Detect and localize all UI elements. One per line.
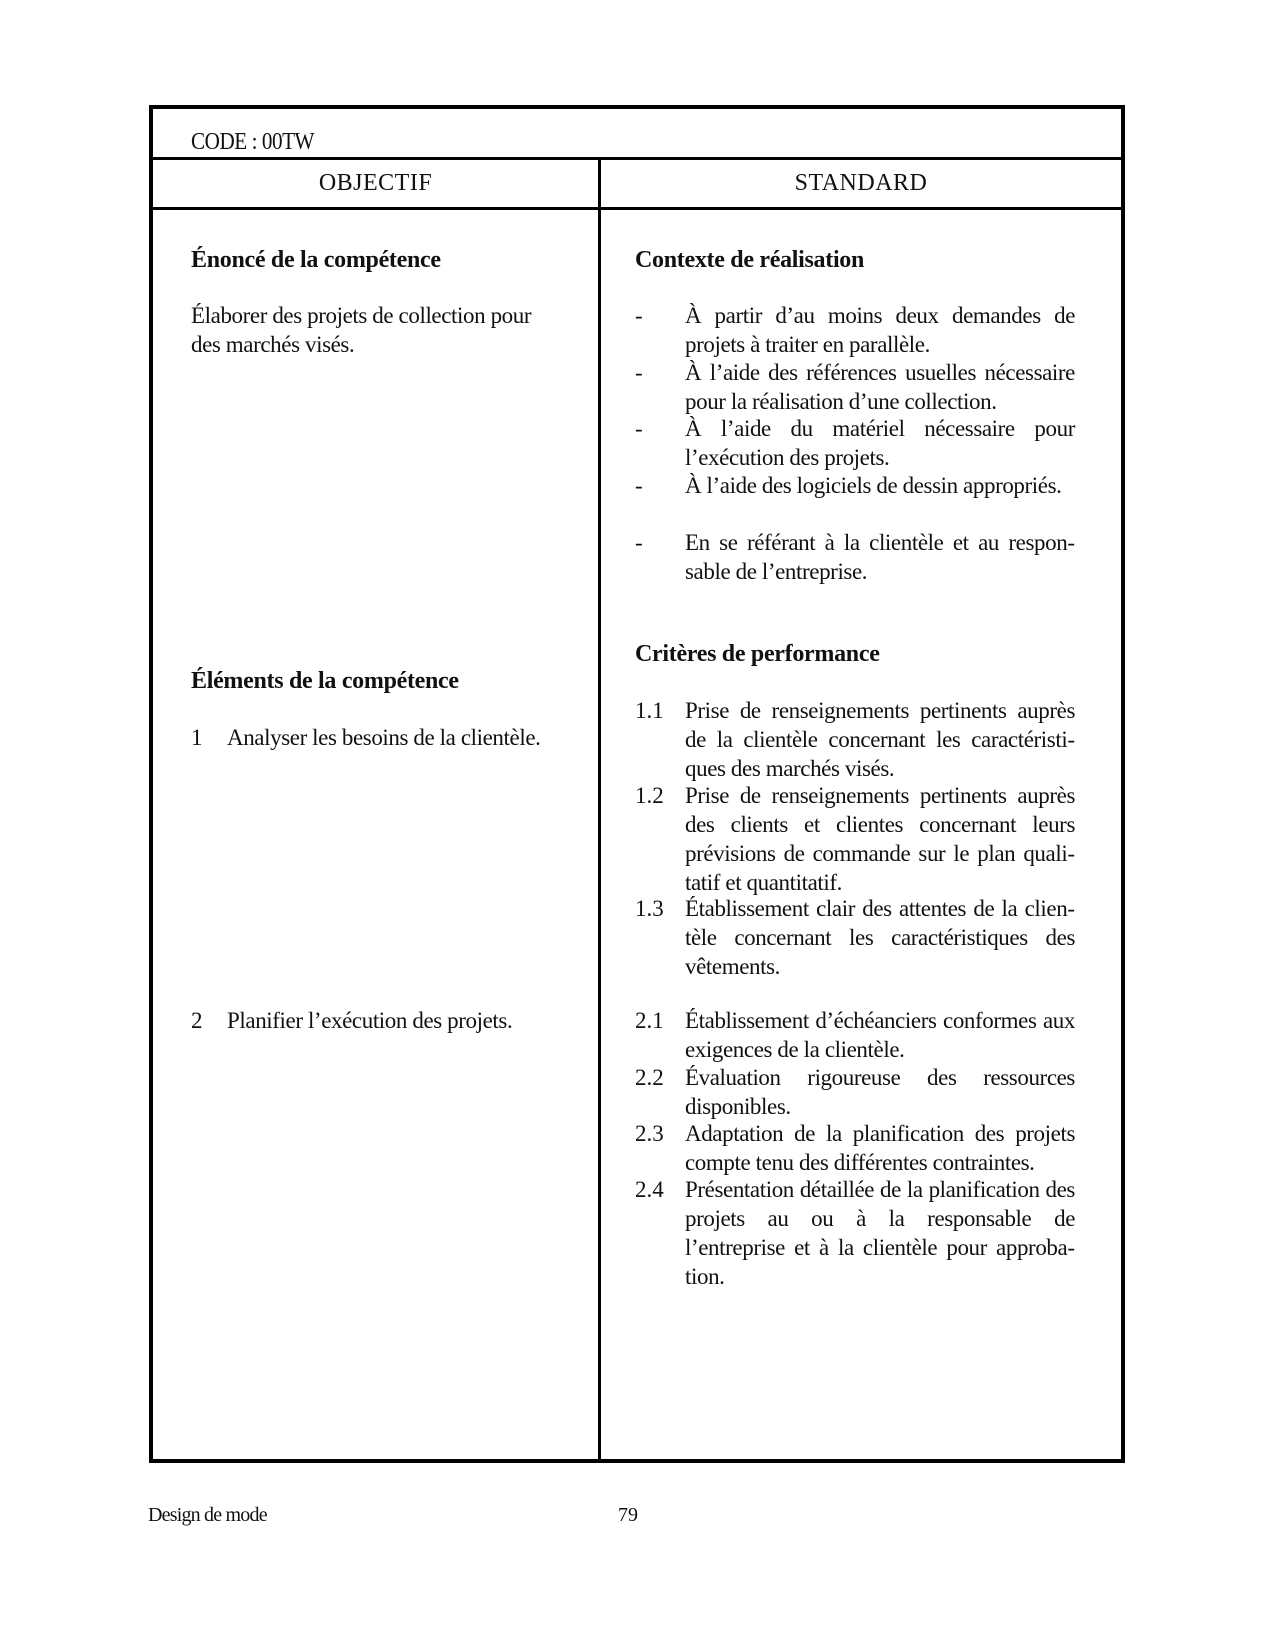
critere-item bbox=[635, 1175, 1075, 1291]
contexte-text: À l’aide des logiciels de dessin appropriés. bbox=[685, 473, 1062, 498]
contexte-item bbox=[635, 414, 1075, 472]
critere-text: Prise de renseignements pertinents auprès de la clientèle concernant les caractéristiques des marchés visés. bbox=[685, 698, 1075, 781]
critere-number: 2.3 bbox=[635, 1121, 664, 1146]
critere-number: 2.4 bbox=[635, 1177, 664, 1202]
contexte-heading: Contexte de réalisation bbox=[635, 247, 865, 273]
critere-item bbox=[635, 781, 1075, 897]
critere-number: 1.1 bbox=[635, 698, 664, 723]
critere-text: Adaptation de la planification des projets compte tenu des différentes contraintes. bbox=[685, 1121, 1075, 1175]
bullet-dash: - bbox=[635, 473, 643, 498]
critere-text: Prise de renseignements pertinents auprès des clients et clientes concernant leurs prévisions de commande sur le plan qualitatif et quantitatif. bbox=[685, 783, 1075, 895]
critere-text: Établissement clair des attentes de la clientèle concernant les caractéristiques des vêtements. bbox=[685, 896, 1075, 979]
column-header-objectif: OBJECTIF bbox=[318, 170, 433, 196]
critere-text: Évaluation rigoureuse des ressources disponibles. bbox=[685, 1065, 1075, 1119]
element-number: 1 bbox=[191, 725, 203, 750]
critere-item bbox=[635, 1063, 1075, 1121]
element-number: 2 bbox=[191, 1008, 203, 1033]
contexte-item bbox=[635, 528, 1075, 586]
contexte-text: À l’aide du matériel nécessaire pour l’exécution des projets. bbox=[685, 416, 1075, 470]
column-header-row bbox=[153, 160, 1121, 210]
footer-program-name: Design de mode bbox=[148, 1504, 267, 1526]
column-divider bbox=[598, 160, 601, 1459]
standard-column bbox=[635, 210, 1075, 1459]
contexte-item bbox=[635, 301, 1075, 359]
element-text: Planifier l’exécution des projets. bbox=[227, 1008, 513, 1033]
critere-item bbox=[635, 696, 1075, 783]
element-text: Analyser les besoins de la clientèle. bbox=[227, 725, 541, 750]
contexte-text: À l’aide des références usuelles nécessaire pour la réalisation d’une collection. bbox=[685, 360, 1075, 414]
enonce-text: Élaborer des projets de collection pour des marchés visés. bbox=[191, 303, 532, 357]
contexte-text: En se référant à la clientèle et au responsable de l’entreprise. bbox=[685, 530, 1075, 584]
footer-page-number: 79 bbox=[618, 1504, 638, 1526]
contexte-text: À partir d’au moins deux demandes de projets à traiter en parallèle. bbox=[685, 303, 1075, 357]
critere-text: Présentation détaillée de la planification des projets au ou à la responsable de l’entreprise et à la clientèle pour approbation. bbox=[685, 1177, 1075, 1289]
critere-text: Établissement d’échéanciers conformes aux exigences de la clientèle. bbox=[685, 1008, 1075, 1062]
critere-item bbox=[635, 1006, 1075, 1064]
critere-number: 1.2 bbox=[635, 783, 664, 808]
critere-number: 2.2 bbox=[635, 1065, 664, 1090]
critere-number: 2.1 bbox=[635, 1008, 664, 1033]
bullet-dash: - bbox=[635, 360, 643, 385]
enonce-heading: Énoncé de la compétence bbox=[191, 247, 441, 273]
competency-code: CODE : 00TW bbox=[191, 129, 315, 155]
objectif-column bbox=[191, 210, 571, 1459]
column-header-standard: STANDARD bbox=[794, 170, 928, 196]
critere-number: 1.3 bbox=[635, 896, 664, 921]
bullet-dash: - bbox=[635, 303, 643, 328]
critere-item bbox=[635, 1119, 1075, 1177]
element-item bbox=[191, 1006, 571, 1035]
bullet-dash: - bbox=[635, 530, 643, 555]
contexte-item bbox=[635, 471, 1075, 500]
elements-heading: Éléments de la compétence bbox=[191, 668, 459, 694]
code-row bbox=[153, 109, 1121, 160]
criteres-heading: Critères de performance bbox=[635, 641, 880, 667]
bullet-dash: - bbox=[635, 416, 643, 441]
critere-item bbox=[635, 894, 1075, 981]
element-item bbox=[191, 723, 571, 752]
contexte-item bbox=[635, 358, 1075, 416]
competency-table bbox=[149, 105, 1125, 1463]
